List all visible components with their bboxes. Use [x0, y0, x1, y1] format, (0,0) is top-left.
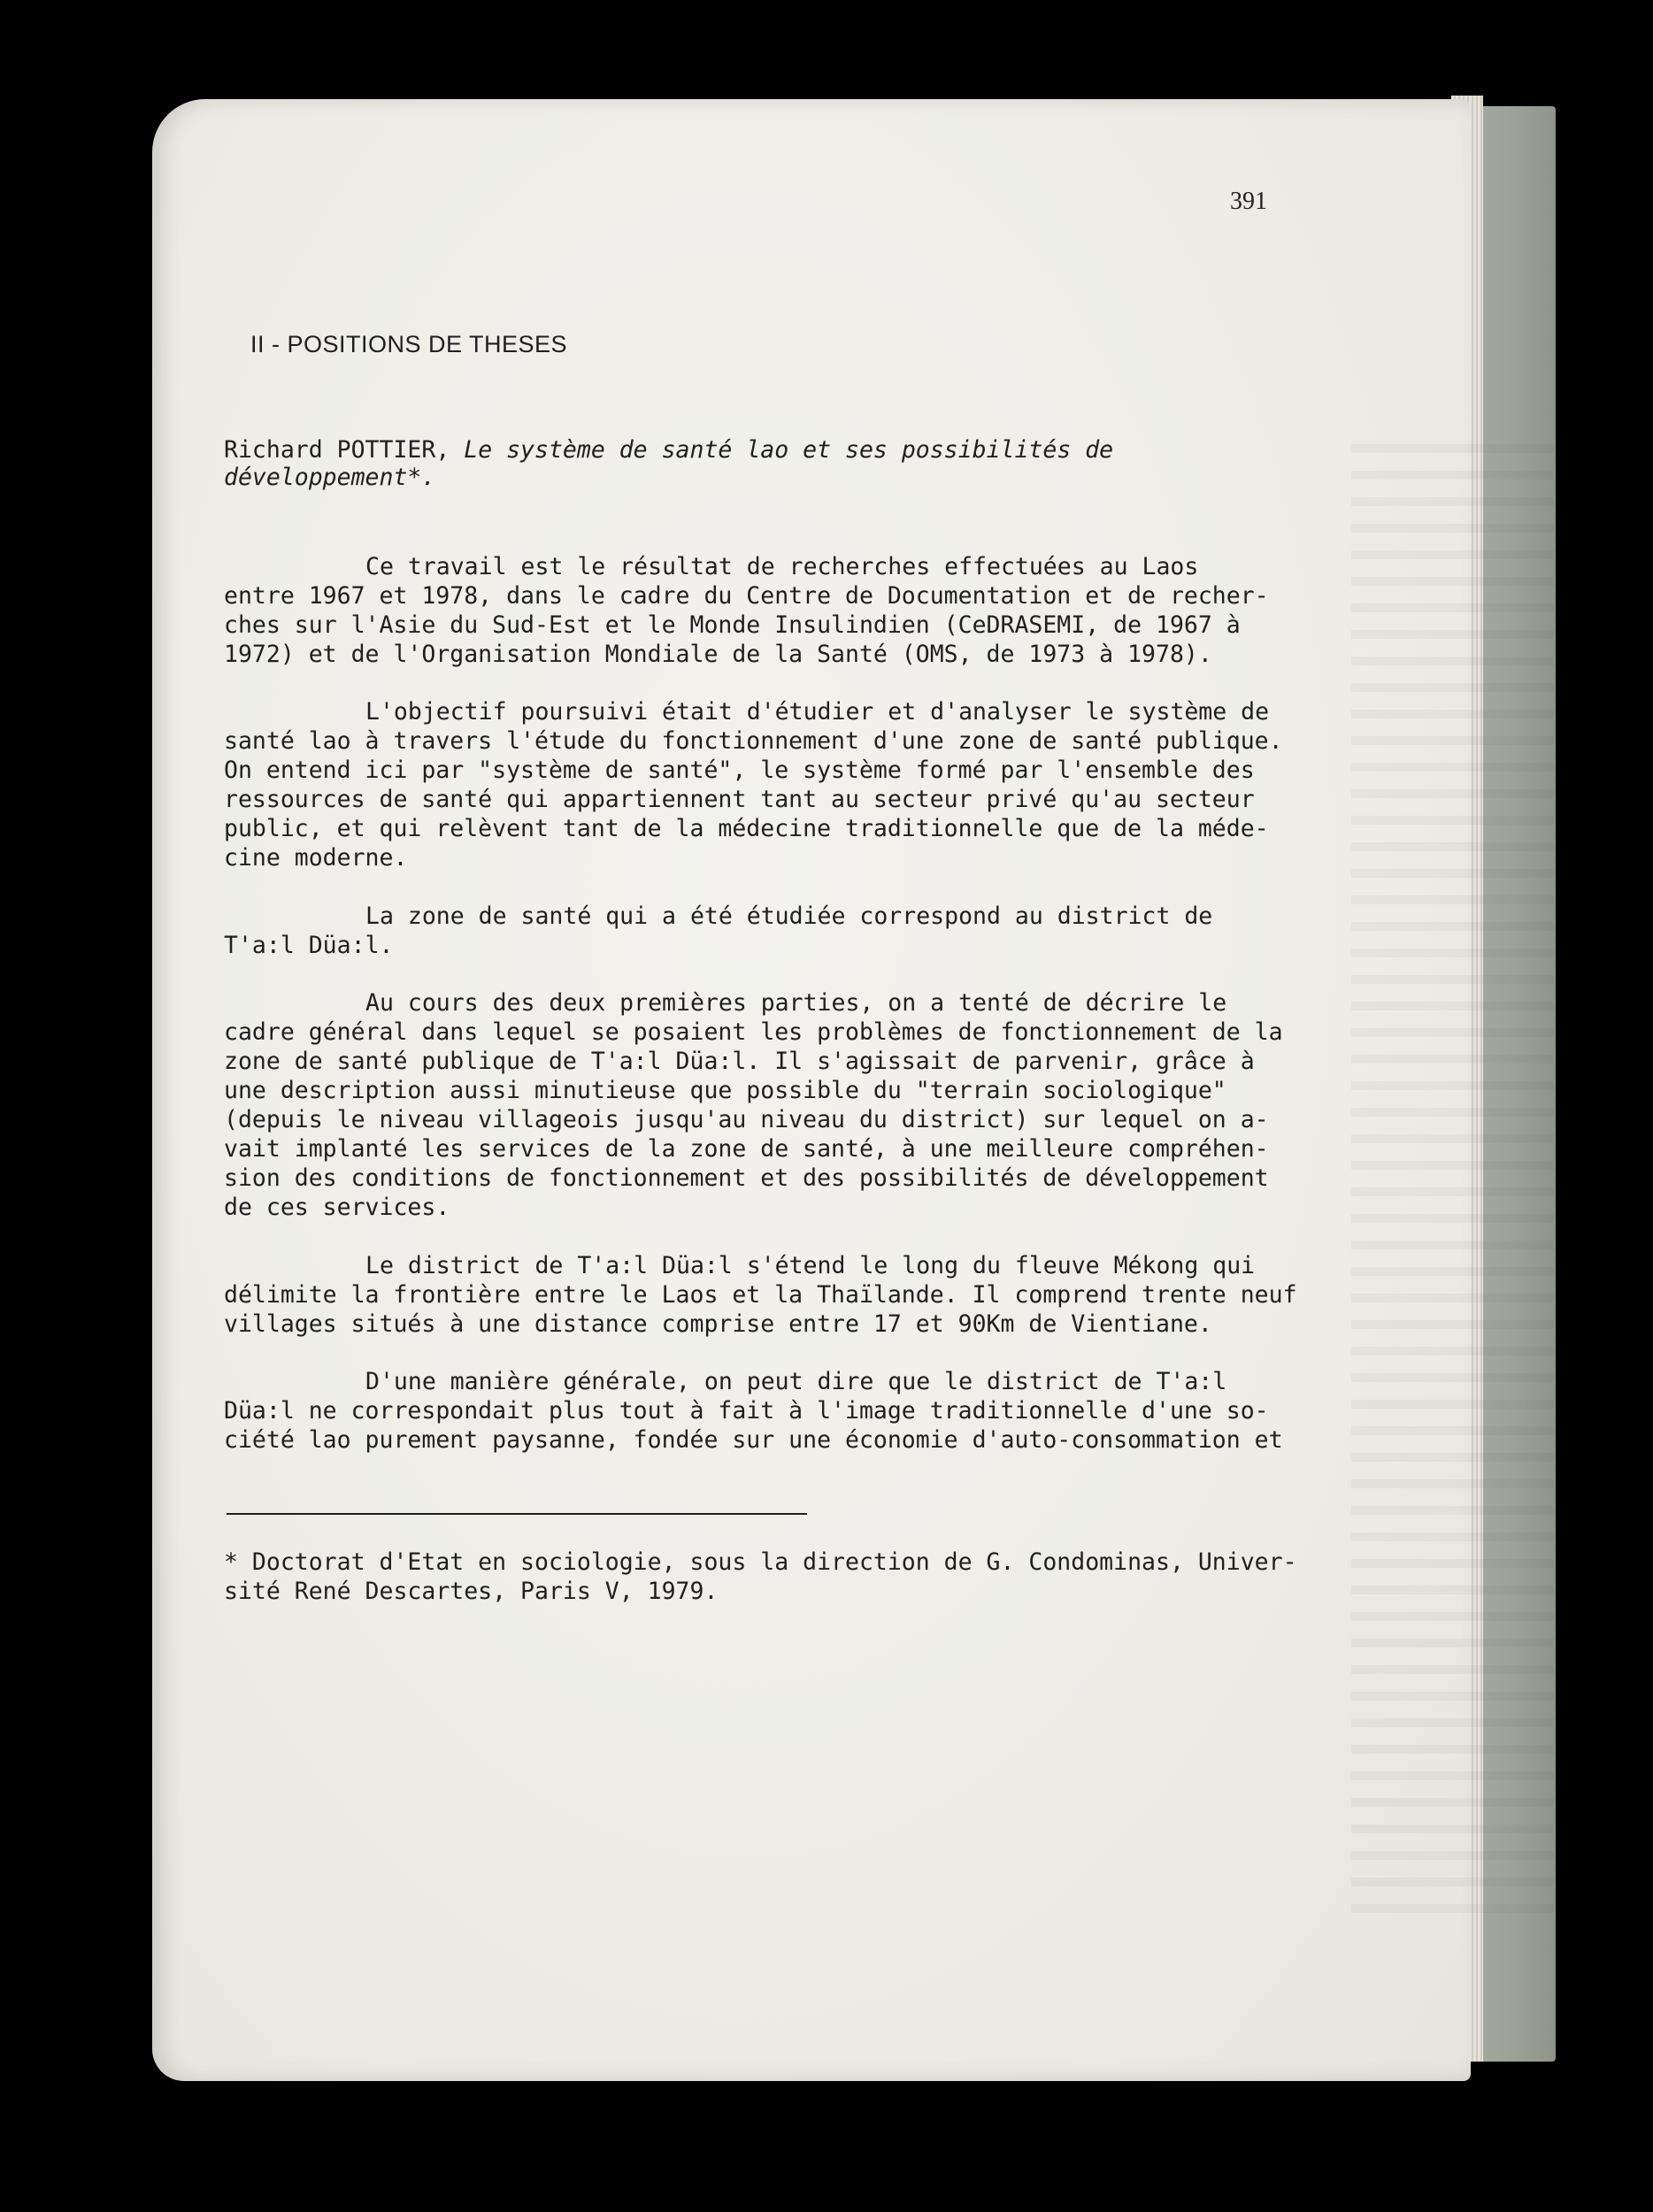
body-line: cine moderne. — [224, 844, 408, 872]
body-line: Ce travail est le résultat de recherches effectuées au Laos — [365, 553, 1199, 580]
body-line: villages situés à une distance comprise entre 17 et 90Km de Vientiane. — [224, 1310, 1212, 1338]
body-line: entre 1967 et 1978, dans le cadre du Centre de Documentation et de recher- — [224, 582, 1269, 610]
body-line: L'objectif poursuivi était d'étudier et d'analyser le système de — [365, 698, 1270, 726]
body-line: Au cours des deux premières parties, on a tenté de décrire le — [365, 989, 1227, 1017]
thesis-title: Le système de santé lao et ses possibilités de — [464, 436, 1114, 464]
body-line: 1972) et de l'Organisation Mondiale de la Santé (OMS, de 1973 à 1978). — [224, 641, 1212, 668]
section-heading: II - POSITIONS DE THESES — [250, 331, 568, 357]
body-line: zone de santé publique de T'a:l Düa:l. Il s'agissait de parvenir, grâce à — [224, 1048, 1255, 1075]
body-line: La zone de santé qui a été étudiée correspond au district de — [365, 902, 1213, 930]
body-line: sion des conditions de fonctionnement et des possibilités de développement — [224, 1164, 1269, 1192]
body-line: ciété lao purement paysanne, fondée sur une économie d'auto-consommation et — [224, 1426, 1283, 1454]
footnote-line: sité René Descartes, Paris V, 1979. — [224, 1578, 719, 1605]
footnote-rule — [227, 1513, 807, 1515]
body-line: (depuis le niveau villageois jusqu'au niveau du district) sur lequel on a- — [224, 1106, 1269, 1133]
body-line: vait implanté les services de la zone de santé, à une meilleure compréhen- — [224, 1135, 1269, 1163]
page-number: 391 — [1230, 188, 1267, 215]
author-name: Richard POTTIER, — [224, 436, 465, 464]
show-through-shadow — [1351, 426, 1555, 1931]
body-line: T'a:l Düa:l. — [224, 932, 394, 959]
body-line: une description aussi minutieuse que possible du "terrain sociologique" — [224, 1077, 1226, 1104]
author-line-2: développement*. — [224, 464, 436, 491]
body-line: de ces services. — [224, 1194, 450, 1221]
body-line: santé lao à travers l'étude du fonctionnement d'une zone de santé publique. — [224, 727, 1283, 755]
body-line: ressources de santé qui appartiennent tant au secteur privé qu'au secteur — [224, 786, 1255, 813]
body-line: Le district de T'a:l Düa:l s'étend le long du fleuve Mékong qui — [365, 1252, 1256, 1279]
body-line: D'une manière générale, on peut dire que le district de T'a:l — [365, 1368, 1227, 1395]
body-line: public, et qui relèvent tant de la médecine traditionnelle que de la méde- — [224, 815, 1269, 842]
body-line: ches sur l'Asie du Sud-Est et le Monde Insulindien (CeDRASEMI, de 1967 à — [224, 611, 1241, 639]
footnote-line: * Doctorat d'Etat en sociologie, sous la direction de G. Condominas, Univer- — [224, 1548, 1297, 1576]
body-line: délimite la frontière entre le Laos et la Thaïlande. Il comprend trente neuf — [224, 1281, 1297, 1309]
body-line: On entend ici par "système de santé", le système formé par l'ensemble des — [224, 757, 1255, 784]
body-line: cadre général dans lequel se posaient les problèmes de fonctionnement de la — [224, 1018, 1283, 1046]
author-line-1 — [224, 436, 1114, 464]
body-line: Düa:l ne correspondait plus tout à fait à l'image traditionnelle d'une so- — [224, 1397, 1269, 1425]
